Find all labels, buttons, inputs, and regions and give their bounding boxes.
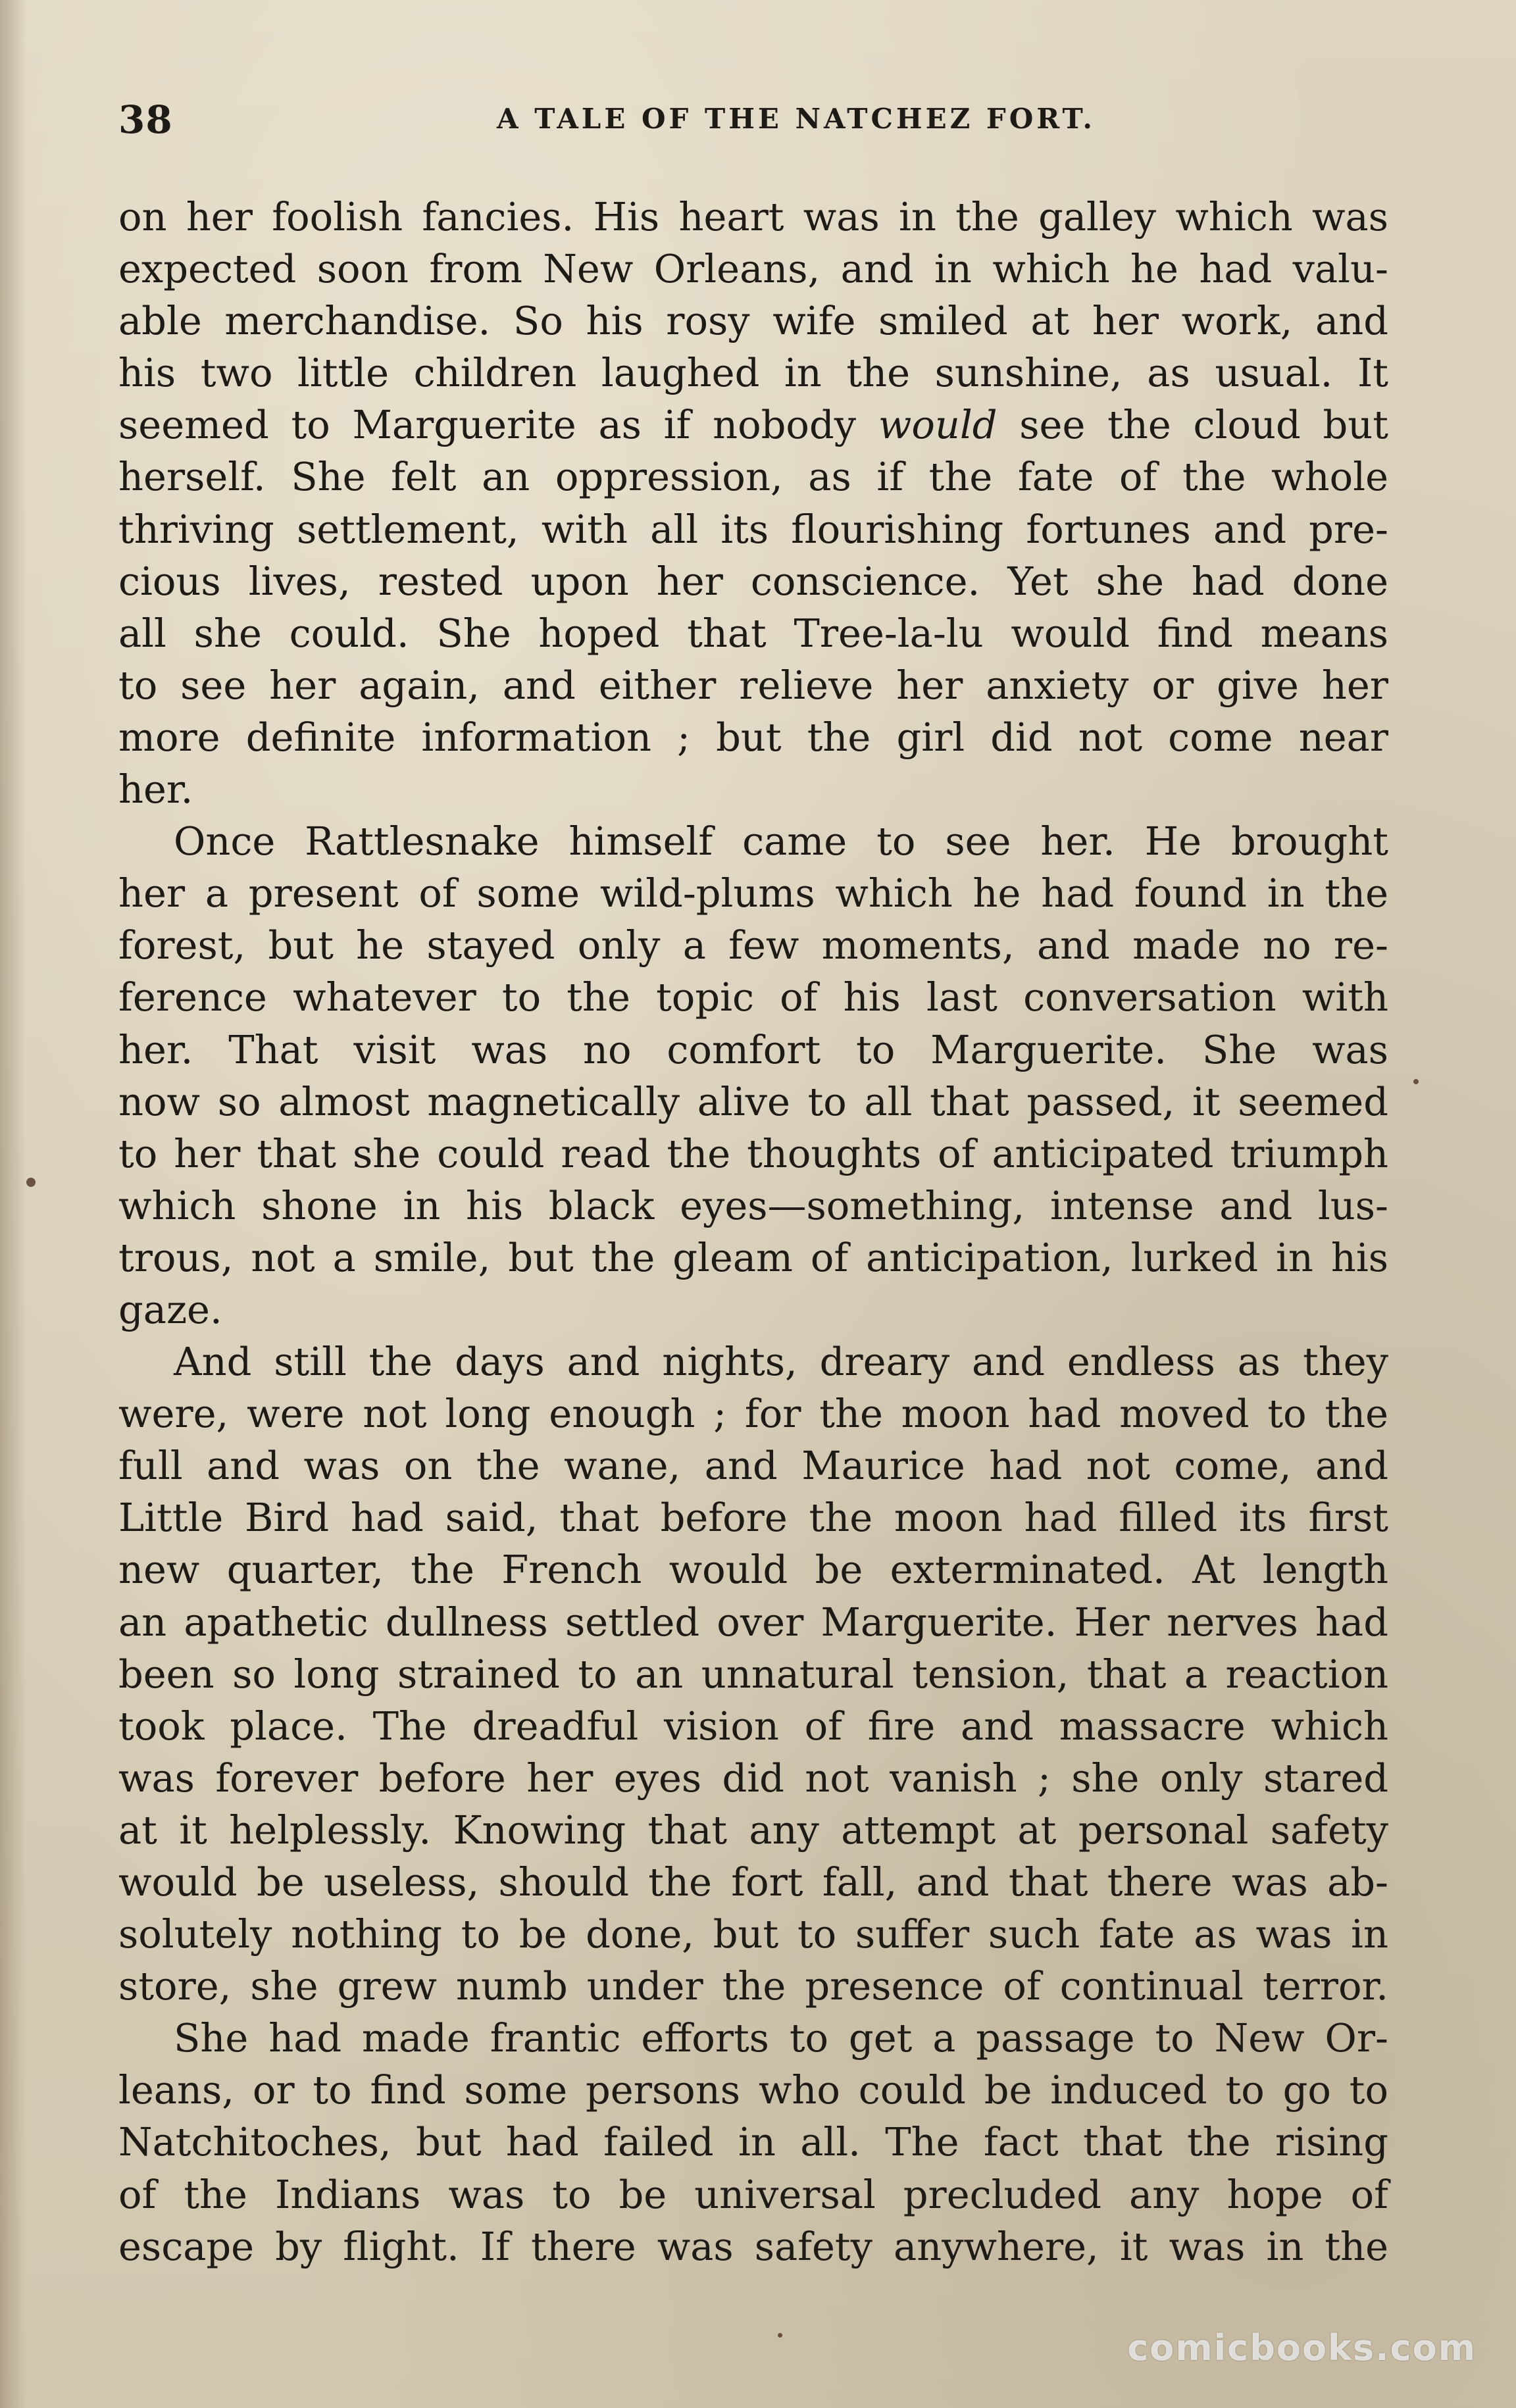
text-line: full and was on the wane, and Maurice had not come, and [118, 1443, 1388, 1489]
text-line: cious lives, rested upon her conscience. Yet she had done [118, 558, 1388, 604]
text-line: of the Indians was to be universal precluded any hope of [118, 2171, 1388, 2217]
text-line: took place. The dreadful vision of fire and massacre which [118, 1703, 1388, 1749]
text-line: on her foolish fancies. His heart was in the galley which was [118, 194, 1388, 239]
paragraph-1 [118, 191, 1388, 815]
paragraph-2 [118, 815, 1388, 1336]
body-text [118, 191, 1388, 2272]
italic-word: would [878, 402, 998, 448]
text-line: his two little children laughed in the sunshine, as usual. It [118, 350, 1388, 396]
text-line: Once Rattlesnake himself came to see her. He brought [174, 818, 1388, 865]
text-line: was forever before her eyes did not vanish ; she only stared [118, 1755, 1388, 1801]
page-header [118, 97, 1395, 150]
watermark: comicbooks.com [1127, 2327, 1477, 2369]
ink-speck [1413, 1079, 1419, 1084]
text-line: solutely nothing to be done, but to suffer such fate as was in [118, 1911, 1388, 1957]
text-line: gaze. [118, 1286, 222, 1332]
text-line: been so long strained to an unnatural tension, that a reaction [118, 1651, 1388, 1697]
running-head: A TALE OF THE NATCHEZ FORT. [497, 103, 1096, 135]
text-line: to see her again, and either relieve her anxiety or give her [118, 662, 1388, 708]
paragraph-3 [118, 1336, 1388, 2012]
text-line: thriving settlement, with all its flourishing fortunes and pre- [118, 506, 1388, 552]
text-line: And still the days and nights, dreary and endless as they [174, 1339, 1388, 1385]
text-line: Natchitoches, but had failed in all. The fact that the rising [118, 2119, 1388, 2165]
text-line: her. [118, 766, 193, 813]
text-line: would be useless, should the fort fall, and that there was ab- [118, 1859, 1388, 1905]
text-line: She had made frantic efforts to get a passage to New Or- [174, 2015, 1388, 2061]
text-line: at it helplessly. Knowing that any attempt at personal safety [118, 1807, 1388, 1853]
text-line: which shone in his black eyes—something, intense and lus- [118, 1182, 1388, 1228]
text-line: to her that she could read the thoughts of anticipated triumph [118, 1130, 1388, 1176]
text-line: store, she grew numb under the presence of continual terror. [118, 1963, 1388, 2009]
text-segment: seemed to Marguerite as if nobody [118, 402, 878, 448]
text-line: new quarter, the French would be exterminated. At length [118, 1547, 1388, 1593]
text-line: now so almost magnetically alive to all that passed, it seemed [118, 1078, 1388, 1124]
text-line: forest, but he stayed only a few moments, and made no re- [118, 922, 1388, 968]
text-line: an apathetic dullness settled over Marguerite. Her nerves had [118, 1599, 1388, 1645]
text-line: trous, not a smile, but the gleam of anticipation, lurked in his [118, 1234, 1388, 1280]
text-line: were, were not long enough ; for the moon had moved to the [118, 1391, 1388, 1437]
text-line: her. That visit was no comfort to Marguerite. She was [118, 1026, 1388, 1072]
ink-speck [778, 2333, 782, 2338]
text-segment: see the cloud but [997, 402, 1388, 448]
text-line: ference whatever to the topic of his last conversation with [118, 974, 1388, 1020]
text-line: her a present of some wild-plums which he had found in the [118, 870, 1388, 916]
text-line-with-italic [118, 399, 1388, 451]
text-line: able merchandise. So his rosy wife smiled at her work, and [118, 298, 1388, 344]
text-line: Little Bird had said, that before the moon had filled its first [118, 1495, 1388, 1541]
text-line: herself. She felt an oppression, as if the fate of the whole [118, 454, 1388, 500]
paragraph-4 [118, 2012, 1388, 2272]
page-edge-shadow [0, 0, 26, 2408]
ink-speck [26, 1178, 36, 1187]
text-line: more definite information ; but the girl did not come near [118, 714, 1388, 760]
text-line: all she could. She hoped that Tree-la-lu would find means [118, 610, 1388, 656]
text-line: escape by flight. If there was safety anywhere, it was in the [118, 2223, 1388, 2269]
page-number: 38 [118, 97, 173, 142]
text-line: expected soon from New Orleans, and in which he had valu- [118, 246, 1388, 292]
text-line: leans, or to find some persons who could be induced to go to [118, 2067, 1388, 2113]
